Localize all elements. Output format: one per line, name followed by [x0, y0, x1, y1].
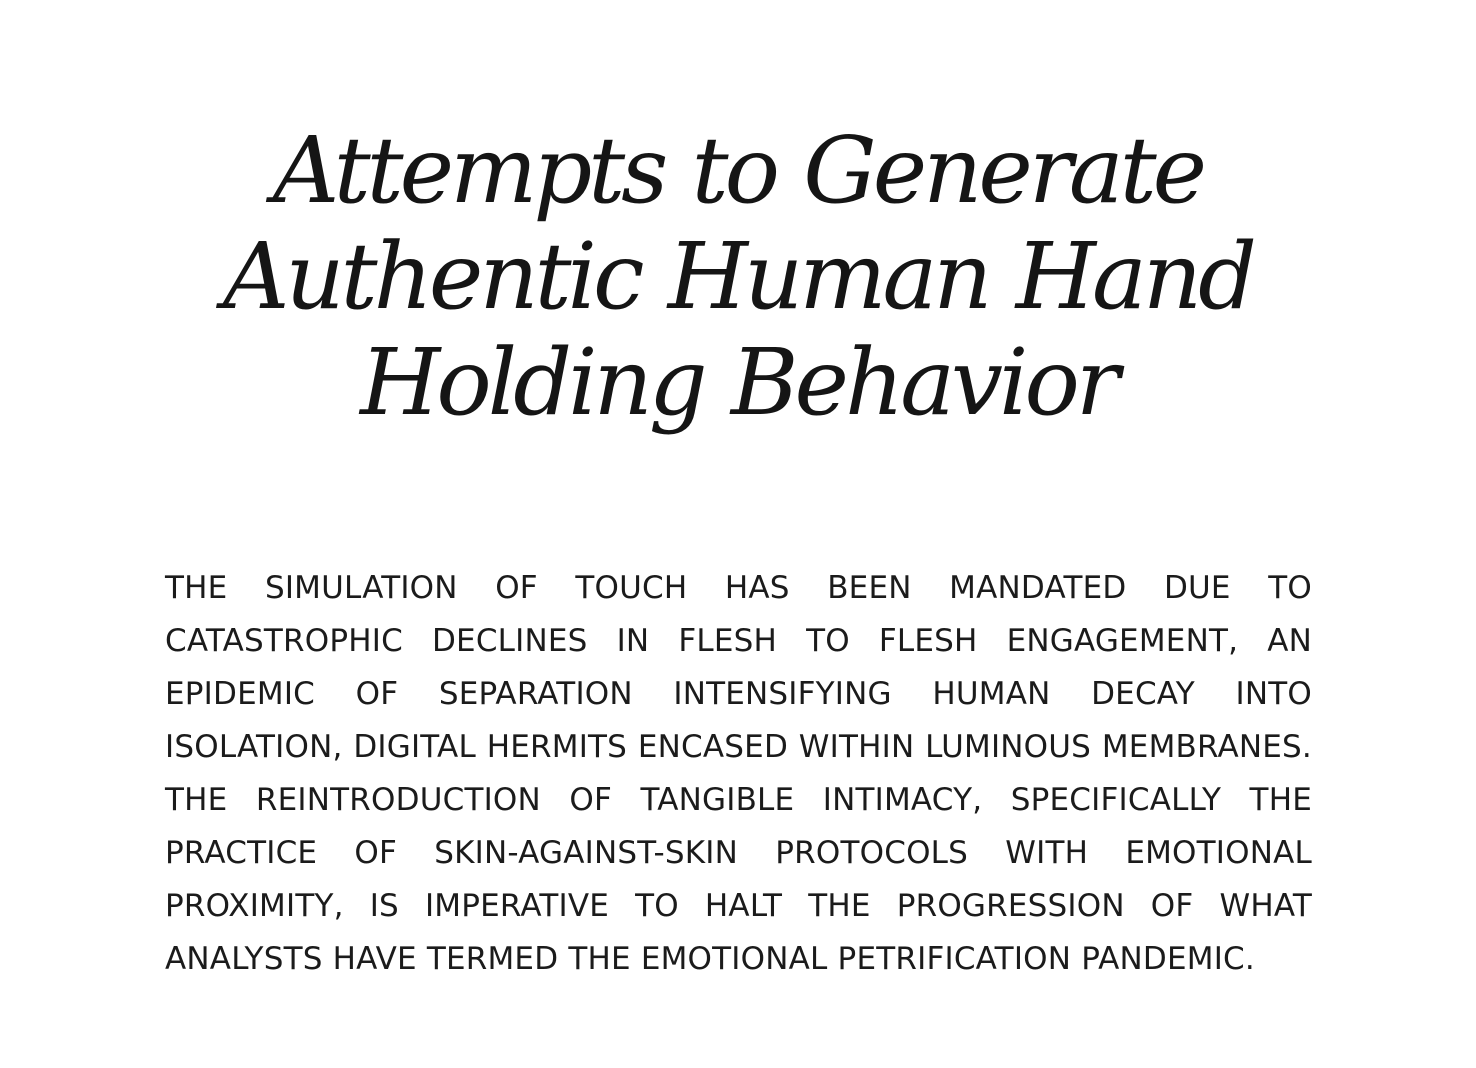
title-line-1: Attempts to Generate [272, 117, 1204, 224]
article-title [180, 118, 1296, 436]
title-line-2: Authentic Human Hand [222, 223, 1254, 330]
article-body: THE SIMULATION OF TOUCH HAS BEEN MANDATED DUE TO CATASTROPHIC DECLINES IN FLESH TO FLESH ENGAGEMENT, AN EPIDEMIC OF SEPARATION INTENSIFYING HUMAN DECAY INTO ISOLATION, DIGITAL HERMITS ENCASED WITHIN LUMINOUS MEMBRANES. THE REINTRODUCTION OF TANGIBLE INTIMACY, SPECIFICALLY THE PRACTICE OF SKIN-AGAINST-SKIN PROTOCOLS WITH EMOTIONAL PROXIMITY, IS IMPERATIVE TO HALT THE PROGRESSION OF WHAT ANALYSTS HAVE TERMED THE EMOTIONAL PETRIFICATION PANDEMIC. [165, 570, 1312, 977]
title-line-3: Holding Behavior [360, 329, 1116, 436]
